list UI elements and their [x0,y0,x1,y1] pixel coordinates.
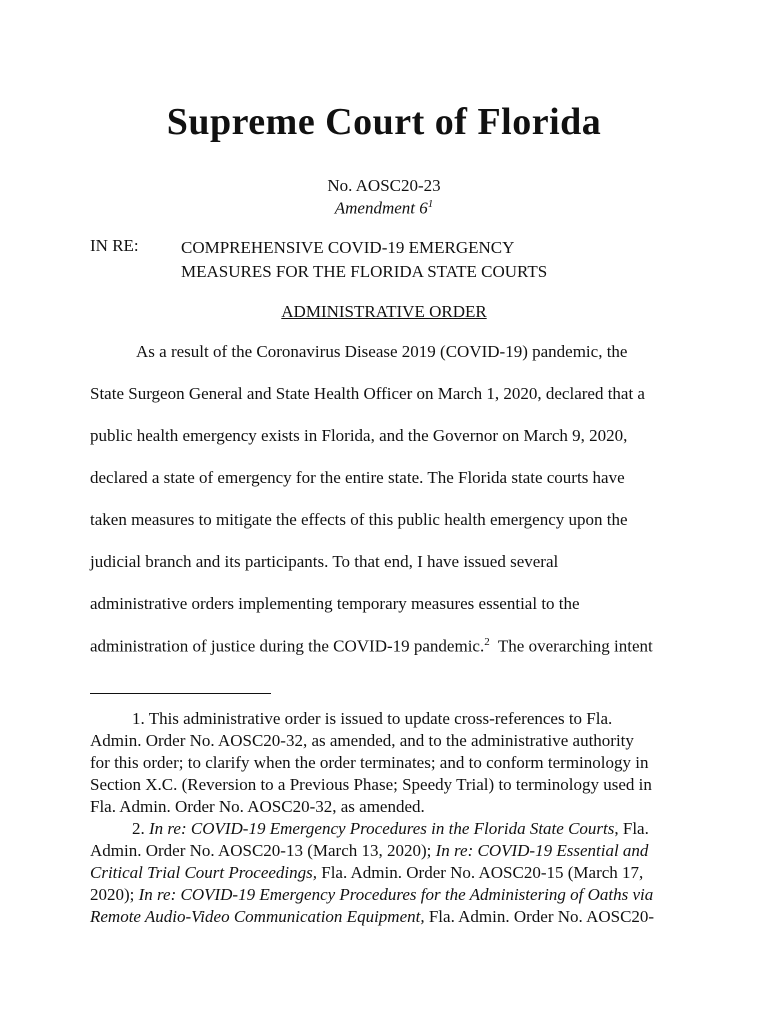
footnote-1-line: Section X.C. (Reversion to a Previous Phase; Speedy Trial) to terminology used in [90,775,652,794]
case-citation: In re: COVID-19 Essential and [435,841,649,860]
body-line-last [90,636,653,657]
footnote-2-line [90,863,643,883]
court-title: Supreme Court of Florida [166,101,602,143]
footnote-2-line [132,819,649,839]
body-line: State Surgeon General and State Health Officer on March 1, 2020, declared that a [90,384,645,403]
citation-text: , Fla. [614,819,649,838]
footnote-2-line [90,885,653,905]
case-citation: In re: COVID-19 Emergency Procedures for the Administering of Oaths via [138,885,654,904]
footnote-1-line: Fla. Admin. Order No. AOSC20-32, as amended. [90,797,425,816]
citation-text: Admin. Order No. AOSC20-13 (March 13, 2020); [90,841,436,860]
amendment-text: Amendment 6 [334,198,428,218]
citation-text: Fla. Admin. Order No. AOSC20-15 (March 17, [317,863,644,882]
body-line-last-start: administration of justice during the COVID-19 pandemic. [90,636,485,656]
case-citation: Remote Audio-Video Communication Equipment, [90,907,425,926]
case-citation: In re: COVID-19 Emergency Procedures in the Florida State Courts [149,819,615,838]
body-line: administrative orders implementing temporary measures essential to the [90,594,580,613]
citation-text: Fla. Admin. Order No. AOSC20- [424,907,655,926]
footnote-1-line: Admin. Order No. AOSC20-32, as amended, and to the administrative authority [90,731,634,750]
body-line: judicial branch and its participants. To that end, I have issued several [90,552,559,571]
body-line: public health emergency exists in Florida, and the Governor on March 9, 2020, [90,426,628,445]
order-number: No. AOSC20-23 [327,176,441,195]
footnote-1-line: 1. This administrative order is issued to update cross-references to Fla. [132,709,613,728]
body-line-last-end: The overarching intent [489,636,653,656]
footnote-mark-2: 2 [484,636,490,648]
case-citation: Critical Trial Court Proceedings, [90,863,317,882]
citation-text: 2020); [90,885,139,904]
footnote-mark-1: 1 [427,198,434,210]
amendment-line [0,198,768,219]
body-line: declared a state of emergency for the entire state. The Florida state courts have [90,468,625,487]
in-re-line-2: MEASURES FOR THE FLORIDA STATE COURTS [181,262,548,281]
in-re-subject [181,236,547,284]
footnote-2-line [90,907,654,927]
in-re-label: IN RE: [90,236,139,255]
order-heading: ADMINISTRATIVE ORDER [281,302,487,321]
footnote-separator [90,693,271,694]
footnote-1-line: for this order; to clarify when the order terminates; and to conform terminology in [90,753,649,772]
body-line: taken measures to mitigate the effects of this public health emergency upon the [90,510,628,529]
footnote-2-line [90,841,648,861]
body-line: As a result of the Coronavirus Disease 2019 (COVID-19) pandemic, the [136,342,628,361]
in-re-line-1: COMPREHENSIVE COVID-19 EMERGENCY [181,238,515,257]
footnote-2-number: 2. [132,819,149,838]
